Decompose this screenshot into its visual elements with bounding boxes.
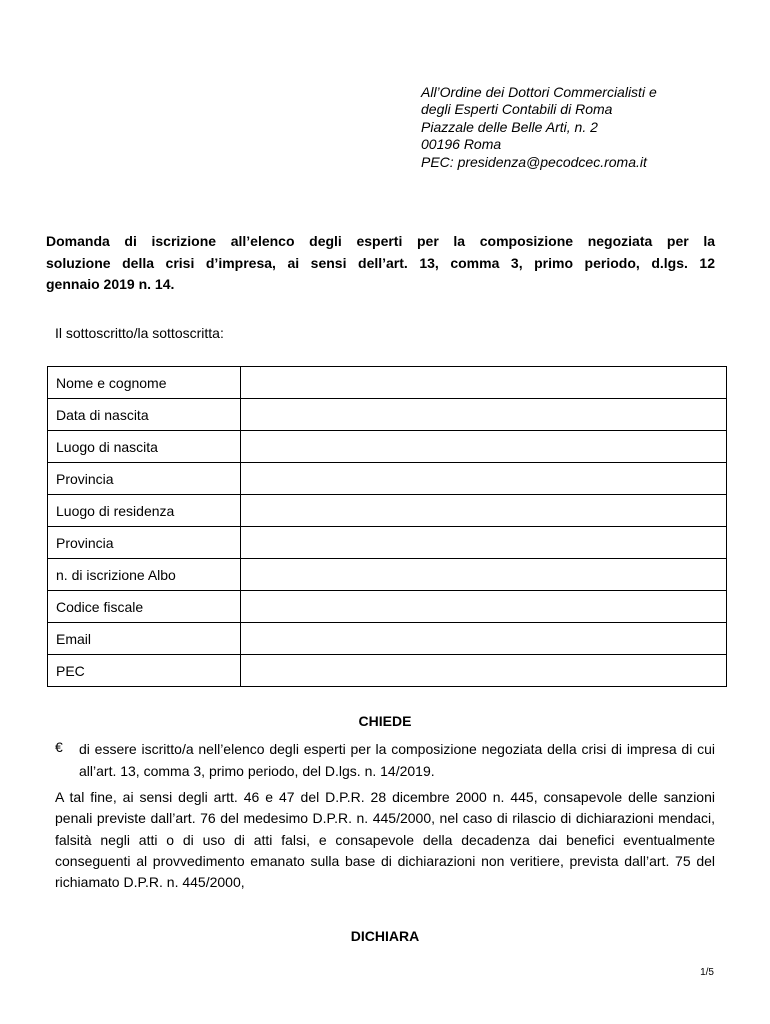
table-row: [48, 399, 727, 431]
address-line: Piazzale delle Belle Arti, n. 2: [421, 118, 598, 135]
field-label: Luogo di residenza: [48, 495, 241, 527]
request-text: di essere iscritto/a nell’elenco degli esperti per la composizione negoziata della crisi di impresa di cui all’art. 13, comma 3, primo periodo, del D.lgs. n. 14/2019.: [79, 741, 715, 779]
field-label: Provincia: [48, 527, 241, 559]
table-row: [48, 591, 727, 623]
title-line: gennaio 2019 n. 14.: [46, 276, 175, 292]
field-label: Email: [48, 623, 241, 655]
field-value[interactable]: [241, 623, 727, 655]
field-value[interactable]: [241, 527, 727, 559]
field-value[interactable]: [241, 399, 727, 431]
euro-bullet-icon: €: [55, 739, 63, 755]
field-value[interactable]: [241, 495, 727, 527]
table-row: [48, 431, 727, 463]
recipient-address: [421, 84, 657, 171]
field-value[interactable]: [241, 559, 727, 591]
field-label: Nome e cognome: [48, 367, 241, 399]
table-row: [48, 623, 727, 655]
field-label: Codice fiscale: [48, 591, 241, 623]
address-line: 00196 Roma: [421, 136, 502, 153]
field-label: n. di iscrizione Albo: [48, 559, 241, 591]
page-number: 1/5: [700, 967, 714, 978]
field-label: Data di nascita: [48, 399, 241, 431]
address-line: PEC: presidenza@pecodcec.roma.it: [421, 153, 647, 170]
title-line: soluzione della crisi d’impresa, ai sensi dell’art. 13, comma 3, primo periodo, d.lgs. 12: [46, 254, 715, 271]
table-row: [48, 655, 727, 687]
applicant-form-table: [47, 366, 727, 687]
field-value[interactable]: [241, 655, 727, 687]
dichiara-heading: DICHIARA: [350, 928, 420, 944]
field-label: Provincia: [48, 463, 241, 495]
field-value[interactable]: [241, 463, 727, 495]
field-label: Luogo di nascita: [48, 431, 241, 463]
intro-text: Il sottoscritto/la sottoscritta:: [55, 325, 224, 341]
field-label: PEC: [48, 655, 241, 687]
document-title: [46, 231, 715, 296]
chiede-heading: CHIEDE: [358, 713, 412, 729]
address-line: degli Esperti Contabili di Roma: [421, 101, 613, 118]
table-row: [48, 527, 727, 559]
field-value[interactable]: [241, 367, 727, 399]
field-value[interactable]: [241, 431, 727, 463]
address-line: All’Ordine dei Dottori Commercialisti e: [421, 84, 657, 100]
table-row: [48, 463, 727, 495]
table-row: [48, 559, 727, 591]
title-line: Domanda di iscrizione all’elenco degli esperti per la composizione negoziata per la: [46, 233, 715, 249]
declaration-paragraph: A tal fine, ai sensi degli artt. 46 e 47 del D.P.R. 28 dicembre 2000 n. 445, consapevole delle sanzioni penali previste dall’art. 76 del medesimo D.P.R. n. 445/2000, nel caso di rilascio di dichiarazioni mendaci, falsità negli atti o di uso di atti falsi, e consapevole della decadenza dai benefici eventualmente conseguenti al provvedimento emanato sulla base di dichiarazioni non veritiere, prevista dall’art. 75 del richiamato D.P.R. n. 445/2000,: [55, 789, 715, 891]
field-value[interactable]: [241, 591, 727, 623]
table-row: [48, 495, 727, 527]
table-row: [48, 367, 727, 399]
